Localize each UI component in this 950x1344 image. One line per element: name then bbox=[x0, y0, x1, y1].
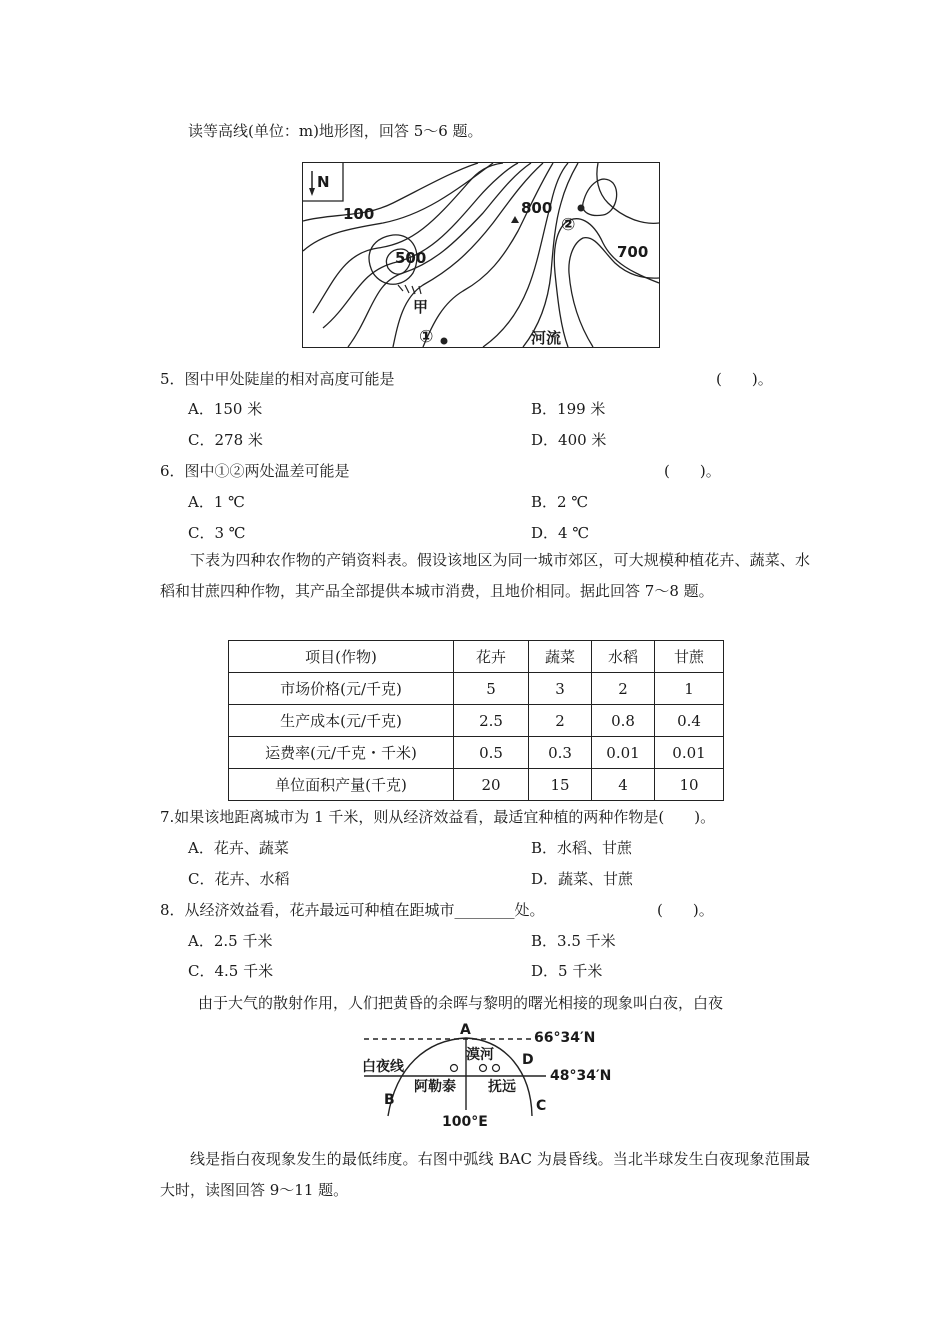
table-cell: 市场价格(元/千克) bbox=[229, 673, 454, 705]
table-cell: 20 bbox=[454, 769, 529, 801]
point1-label: ① bbox=[419, 327, 434, 347]
q5-option-a[interactable]: A．150 米 bbox=[188, 400, 263, 418]
q6-option-c[interactable]: C．3 ℃ bbox=[188, 524, 246, 542]
altay-label: 阿勒泰 bbox=[414, 1079, 456, 1095]
table-cell: 10 bbox=[655, 769, 724, 801]
lat2-label: 48°34′N bbox=[550, 1068, 612, 1084]
lat1-label: 66°34′N bbox=[534, 1030, 596, 1046]
table-header-cell: 甘蔗 bbox=[655, 641, 724, 673]
table-header-cell: 水稻 bbox=[592, 641, 655, 673]
topo-map bbox=[302, 162, 660, 348]
q5-stem: 5．图中甲处陡崖的相对高度可能是 bbox=[160, 370, 395, 388]
q6-option-b[interactable]: B．2 ℃ bbox=[531, 493, 589, 511]
q7-option-d[interactable]: D．蔬菜、甘蔗 bbox=[531, 870, 634, 888]
table-cell: 2 bbox=[592, 673, 655, 705]
point-a-label: A bbox=[460, 1022, 471, 1038]
table-cell: 2 bbox=[529, 705, 592, 737]
fuyuan-dot bbox=[493, 1065, 500, 1072]
q5-paren: ( )。 bbox=[716, 370, 773, 388]
q5-option-c[interactable]: C．278 米 bbox=[188, 431, 263, 449]
contour-800-label: 800 bbox=[521, 199, 553, 217]
q6-paren: ( )。 bbox=[664, 462, 721, 480]
table-cell: 0.3 bbox=[529, 737, 592, 769]
q6-option-a[interactable]: A．1 ℃ bbox=[188, 493, 245, 511]
q8-option-c[interactable]: C．4.5 千米 bbox=[188, 962, 274, 980]
table-cell: 5 bbox=[454, 673, 529, 705]
table-row bbox=[229, 705, 724, 737]
q7-option-b[interactable]: B．水稻、甘蔗 bbox=[531, 839, 633, 857]
white-night-diagram bbox=[356, 1022, 616, 1132]
table-cell: 0.5 bbox=[454, 737, 529, 769]
contour-100-label: 100 bbox=[343, 205, 375, 223]
mohe-label: 漠河 bbox=[466, 1047, 494, 1063]
peak-marker bbox=[511, 216, 519, 223]
lon-label: 100°E bbox=[442, 1114, 488, 1130]
jia-label: 甲 bbox=[413, 298, 429, 316]
table-header-cell: 蔬菜 bbox=[529, 641, 592, 673]
table-row bbox=[229, 769, 724, 801]
river-label: 河流 bbox=[531, 329, 562, 347]
q8-option-d[interactable]: D．5 千米 bbox=[531, 962, 603, 980]
table-cell: 2.5 bbox=[454, 705, 529, 737]
table-row bbox=[229, 737, 724, 769]
mohe-dot bbox=[480, 1065, 487, 1072]
table-cell: 单位面积产量(千克) bbox=[229, 769, 454, 801]
table-cell: 3 bbox=[529, 673, 592, 705]
table-row bbox=[229, 673, 724, 705]
contour-500-label: 500 bbox=[395, 249, 427, 267]
contour-lines bbox=[303, 163, 659, 347]
north-label: N bbox=[317, 173, 330, 191]
table-cell: 0.01 bbox=[592, 737, 655, 769]
table-cell: 0.01 bbox=[655, 737, 724, 769]
table-cell: 4 bbox=[592, 769, 655, 801]
table-cell: 1 bbox=[655, 673, 724, 705]
intro-table: 下表为四种农作物的产销资料表。假设该地区为同一城市郊区，可大规模种植花卉、蔬菜、水稻和甘蔗四种作物，其产品全部提供本城市消费，且地价相同。据此回答 7～8 题。 bbox=[160, 551, 810, 600]
q8-paren: ( )。 bbox=[657, 901, 714, 919]
q8-option-b[interactable]: B．3.5 千米 bbox=[531, 932, 616, 950]
q5-option-b[interactable]: B．199 米 bbox=[531, 400, 606, 418]
q5-option-d[interactable]: D．400 米 bbox=[531, 431, 607, 449]
point1-dot bbox=[441, 338, 448, 345]
table-cell: 15 bbox=[529, 769, 592, 801]
q7-stem: 7.如果该地距离城市为 1 千米，则从经济效益看，最适宜种植的两种作物是( )。 bbox=[160, 808, 716, 826]
point2-label: ② bbox=[561, 215, 576, 235]
table-header-cell: 项目(作物) bbox=[229, 641, 454, 673]
white-night-line-label: 白夜线 bbox=[362, 1059, 404, 1075]
q8-stem: 8．从经济效益看，花卉最远可种植在距城市________处。 bbox=[160, 901, 545, 919]
table-cell: 运费率(元/千克・千米) bbox=[229, 737, 454, 769]
table-header-cell: 花卉 bbox=[454, 641, 529, 673]
contour-700-label: 700 bbox=[617, 243, 649, 261]
intro-topo: 读等高线(单位：m)地形图，回答 5～6 题。 bbox=[188, 122, 483, 140]
table-cell: 生产成本(元/千克) bbox=[229, 705, 454, 737]
fuyuan-label: 抚远 bbox=[488, 1079, 516, 1095]
table-cell: 0.8 bbox=[592, 705, 655, 737]
point2-dot bbox=[578, 205, 585, 212]
q6-stem: 6．图中①②两处温差可能是 bbox=[160, 462, 350, 480]
intro-night: 由于大气的散射作用，人们把黄昏的余晖与黎明的曙光相接的现象叫白夜，白夜 bbox=[198, 994, 724, 1012]
point-d-label: D bbox=[522, 1052, 534, 1068]
point-b-label: B bbox=[384, 1092, 395, 1108]
q7-option-a[interactable]: A．花卉、蔬菜 bbox=[188, 839, 289, 857]
q8-option-a[interactable]: A．2.5 千米 bbox=[188, 932, 273, 950]
point-c-label: C bbox=[536, 1098, 547, 1114]
crop-table bbox=[228, 640, 724, 801]
table-header-row bbox=[229, 641, 724, 673]
outro-night: 线是指白夜现象发生的最低纬度。右图中弧线 BAC 为晨昏线。当北半球发生白夜现象范围最大时，读图回答 9～11 题。 bbox=[160, 1150, 810, 1199]
q6-option-d[interactable]: D．4 ℃ bbox=[531, 524, 590, 542]
q7-option-c[interactable]: C．花卉、水稻 bbox=[188, 870, 290, 888]
table-cell: 0.4 bbox=[655, 705, 724, 737]
altay-dot bbox=[451, 1065, 458, 1072]
